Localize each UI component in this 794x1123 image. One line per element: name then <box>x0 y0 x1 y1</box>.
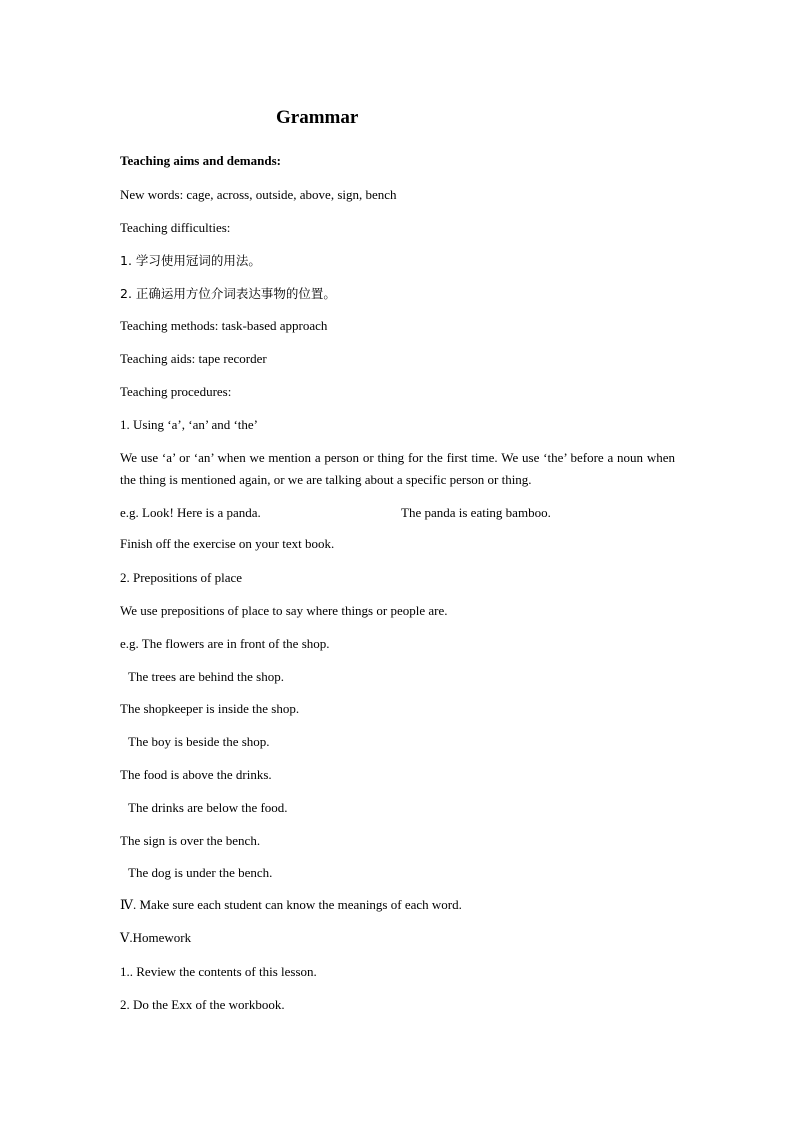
new-words-line: New words: cage, across, outside, above, sign, bench <box>120 187 397 202</box>
example-line: e.g. The flowers are in front of the shop. <box>120 636 330 651</box>
teaching-methods-line: Teaching methods: task-based approach <box>120 318 328 333</box>
homework-heading: Ⅴ.Homework <box>120 930 192 945</box>
example-line: The shopkeeper is inside the shop. <box>120 701 300 716</box>
teaching-aids-line: Teaching aids: tape recorder <box>120 351 267 366</box>
page-title: Grammar <box>276 107 359 128</box>
example-line: The trees are behind the shop. <box>128 669 284 684</box>
example-line: The dog is under the bench. <box>128 865 273 880</box>
example-line: The sign is over the bench. <box>120 833 261 848</box>
aims-heading: Teaching aims and demands: <box>120 153 281 168</box>
example-left: e.g. Look! Here is a panda. <box>120 505 261 520</box>
procedures-heading: Teaching procedures: <box>120 384 232 399</box>
section-1-heading: 1. Using ‘a’, ‘an’ and ‘the’ <box>120 417 259 432</box>
difficulties-heading: Teaching difficulties: <box>120 220 231 235</box>
difficulty-item-2: 2. 正确运用方位介词表达事物的位置。 <box>120 286 336 301</box>
exercise-line: Finish off the exercise on your text book. <box>120 536 335 551</box>
section-2-intro: We use prepositions of place to say where things or people are. <box>120 603 448 618</box>
example-line: The drinks are below the food. <box>128 800 288 815</box>
homework-item-1: 1.. Review the contents of this lesson. <box>120 964 317 979</box>
section-1-paragraph: We use ‘a’ or ‘an’ when we mention a person or thing for the first time. We use ‘the’ before a noun when the thing is mentioned again, or we are talking about a specific person or thing. <box>120 450 675 487</box>
example-line: The boy is beside the shop. <box>128 734 270 749</box>
step-4-line: Ⅳ. Make sure each student can know the meanings of each word. <box>120 897 462 912</box>
homework-item-2: 2. Do the Exx of the workbook. <box>120 997 285 1012</box>
example-line: The food is above the drinks. <box>120 767 272 782</box>
example-right: The panda is eating bamboo. <box>401 505 551 520</box>
difficulty-item-1: 1. 学习使用冠词的用法。 <box>120 253 261 268</box>
section-2-heading: 2. Prepositions of place <box>120 570 243 585</box>
